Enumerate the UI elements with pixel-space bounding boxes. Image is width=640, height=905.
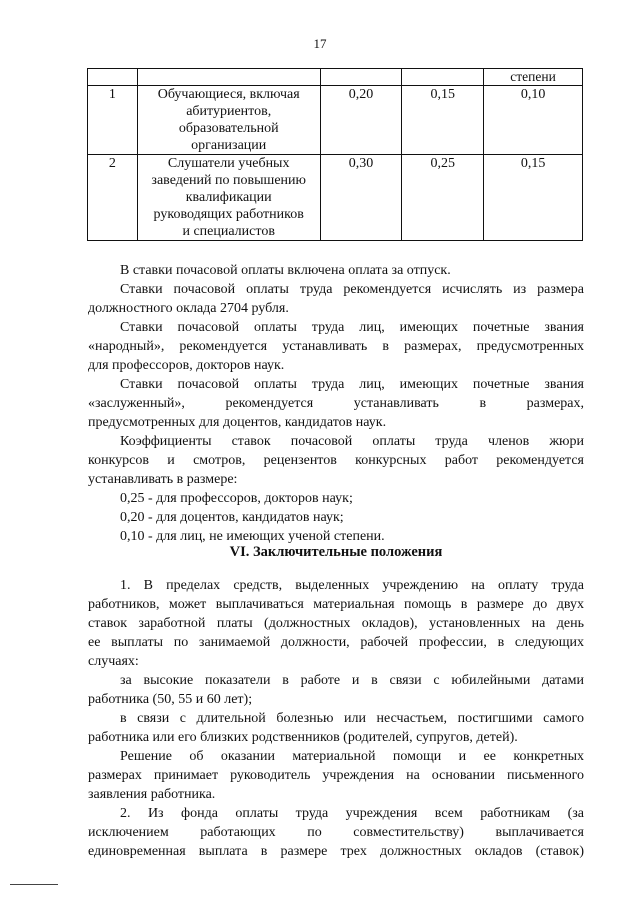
- section-title: VI. Заключительные положения: [229, 544, 443, 560]
- paragraph-line: размерах принимает руководитель учреждения на основании письменного: [88, 768, 584, 783]
- category-line: Обучающиеся, включая: [157, 87, 300, 102]
- row-value: 0,10: [484, 86, 583, 155]
- table-cell: [137, 69, 320, 86]
- page-number: 17: [313, 36, 327, 51]
- row-value: 0,25: [402, 155, 484, 241]
- paragraph-line: конкурсов и смотров, рецензентов конкурсных работ рекомендуется: [88, 453, 584, 468]
- paragraph-line: должностного оклада 2704 рубля.: [88, 301, 289, 316]
- category-line: образовательной: [178, 121, 279, 136]
- row-value: 0,20: [320, 86, 402, 155]
- paragraph-line: «заслуженный», рекомендуется устанавливать в размерах,: [88, 396, 584, 411]
- table-cell: [402, 69, 484, 86]
- row-value: 0,15: [402, 86, 484, 155]
- paragraph-line: заявления работника.: [88, 787, 216, 802]
- category-line: абитуриентов,: [186, 104, 272, 119]
- paragraph-line: «народный», рекомендуется устанавливать в размерах, предусмотренных: [88, 339, 584, 354]
- category-line: и специалистов: [182, 224, 275, 239]
- paragraph-line: единовременная выплата в размере трех должностных окладов (ставок): [88, 844, 584, 859]
- list-item: 0,10 - для лиц, не имеющих ученой степени.: [120, 529, 385, 544]
- row-category: [137, 86, 320, 155]
- paragraph-line: в связи с длительной болезнью или несчастьем, постигшими самого: [120, 711, 584, 726]
- row-number: 2: [88, 155, 138, 241]
- table-row: [88, 155, 583, 241]
- category-line: Слушатели учебных: [167, 156, 290, 171]
- table-cell: [88, 69, 138, 86]
- paragraph-line: работника (50, 55 и 60 лет);: [88, 692, 253, 707]
- paragraph-line: ставок заработной платы (должностных окладов), установленных на день: [88, 616, 584, 631]
- paragraph-line: В ставки почасовой оплаты включена оплата за отпуск.: [120, 263, 451, 278]
- paragraph-line: работников, может выплачиваться материальная помощь в размере до двух: [88, 597, 584, 612]
- row-value: 0,30: [320, 155, 402, 241]
- header-cell-degree: степени: [484, 69, 583, 86]
- category-line: руководящих работников: [153, 207, 304, 222]
- paragraph-line: ее выплаты по занимаемой должности, рабочей профессии, в следующих: [88, 635, 584, 650]
- paragraph-line: предусмотренных для доцентов, кандидатов наук.: [88, 415, 387, 430]
- paragraph-line: Ставки почасовой оплаты труда лиц, имеющих почетные звания: [120, 377, 584, 392]
- paragraph-line: Ставки почасовой оплаты труда рекомендуется исчислять из размера: [120, 282, 584, 297]
- rates-table: [87, 68, 583, 241]
- paragraph-line: 1. В пределах средств, выделенных учреждению на оплату труда: [120, 578, 584, 593]
- list-item: 0,25 - для профессоров, докторов наук;: [120, 491, 353, 506]
- paragraph-line: работника или его близких родственников (родителей, супругов, детей).: [88, 730, 518, 745]
- table-header-row: [88, 69, 583, 86]
- paragraph-line: устанавливать в размере:: [88, 472, 238, 487]
- table-cell: [320, 69, 402, 86]
- footer-rule: [10, 884, 58, 885]
- category-line: квалификации: [185, 190, 272, 205]
- paragraph-line: Коэффициенты ставок почасовой оплаты труда членов жюри: [120, 434, 584, 449]
- category-line: организации: [191, 138, 267, 153]
- row-number: 1: [88, 86, 138, 155]
- table-row: [88, 86, 583, 155]
- paragraph-line: 2. Из фонда оплаты труда учреждения всем работникам (за: [120, 806, 584, 821]
- paragraph-line: за высокие показатели в работе и в связи с юбилейными датами: [120, 673, 584, 688]
- paragraph-line: Решение об оказании материальной помощи и ее конкретных: [120, 749, 584, 764]
- row-category: [137, 155, 320, 241]
- paragraph-line: исключением работающих по совместительству) выплачивается: [88, 825, 584, 840]
- category-line: заведений по повышению: [151, 173, 306, 188]
- row-value: 0,15: [484, 155, 583, 241]
- paragraph-line: Ставки почасовой оплаты труда лиц, имеющих почетные звания: [120, 320, 584, 335]
- list-item: 0,20 - для доцентов, кандидатов наук;: [120, 510, 344, 525]
- paragraph-line: для профессоров, докторов наук.: [88, 358, 285, 373]
- paragraph-line: случаях:: [88, 654, 139, 669]
